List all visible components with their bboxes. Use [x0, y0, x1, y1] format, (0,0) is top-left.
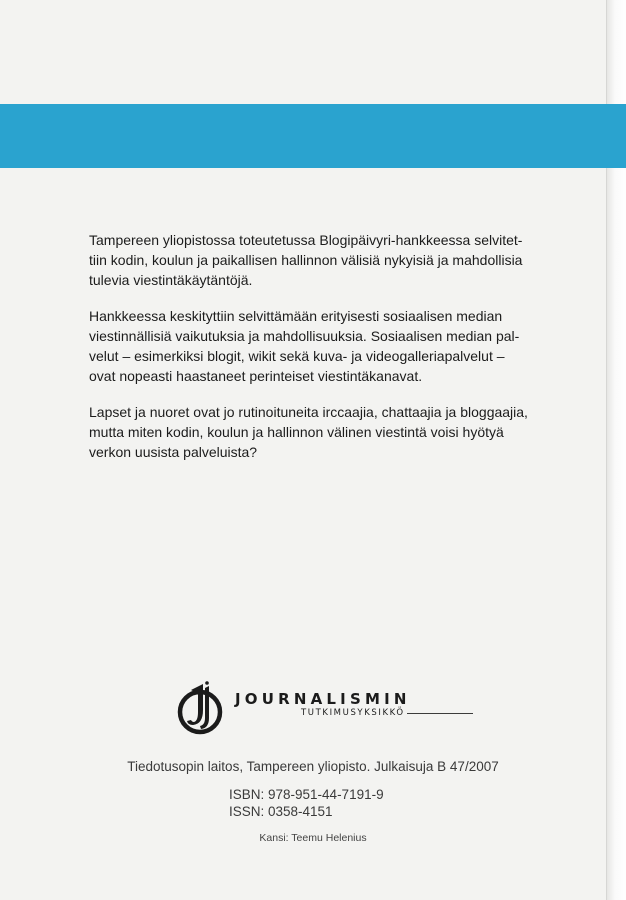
identifier-block [229, 786, 384, 820]
blurb-line: Hankkeessa keskityttiin selvittämään erityisesti sosiaalisen median [89, 308, 503, 324]
blurb-paragraph-2 [89, 306, 539, 386]
blurb-paragraph-3 [89, 402, 539, 462]
blurb-line: Lapset ja nuoret ovat jo rutinoituneita irccaajia, chattaajia ja bloggaajia, [89, 404, 528, 420]
blurb-line: ovat nopeasti haastaneet perinteiset viestintäkanavat. [89, 368, 423, 384]
blurb-line: velut – esimerkiksi blogit, wikit sekä kuva- ja videogalleriapalvelut – [89, 348, 505, 364]
blue-band [0, 104, 626, 168]
logo-subtitle: TUTKIMUSYKSIKKÖ [301, 708, 405, 718]
jj-monogram-icon [173, 680, 229, 736]
cover-credit: Kansi: Teemu Helenius [259, 832, 367, 844]
blurb-line: Tampereen yliopistossa toteutetussa Blogipäivyri-hankkeessa selvitet- [89, 232, 523, 248]
blurb-line: tulevia viestintäkäytäntöjä. [89, 272, 253, 288]
back-cover-blurb [89, 230, 539, 478]
logo-name: JOURNALISMIN [235, 690, 411, 708]
blurb-paragraph-1 [89, 230, 539, 290]
blurb-line: tiin kodin, koulun ja paikallisen hallinnon välisiä nykyisiä ja mahdollisia [89, 252, 523, 268]
publisher-logo [173, 680, 473, 736]
blurb-line: verkon uusista palveluista? [89, 444, 258, 460]
publisher-line: Tiedotusopin laitos, Tampereen yliopisto. Julkaisuja B 47/2007 [127, 759, 499, 774]
blurb-line: viestinnällisiä vaikutuksia ja mahdollisuuksia. Sosiaalisen median pal- [89, 328, 520, 344]
issn: ISSN: 0358-4151 [229, 804, 333, 819]
blurb-line: mutta miten kodin, koulun ja hallinnon välinen viestintä voisi hyötyä [89, 424, 504, 440]
isbn: ISBN: 978-951-44-7191-9 [229, 787, 384, 802]
